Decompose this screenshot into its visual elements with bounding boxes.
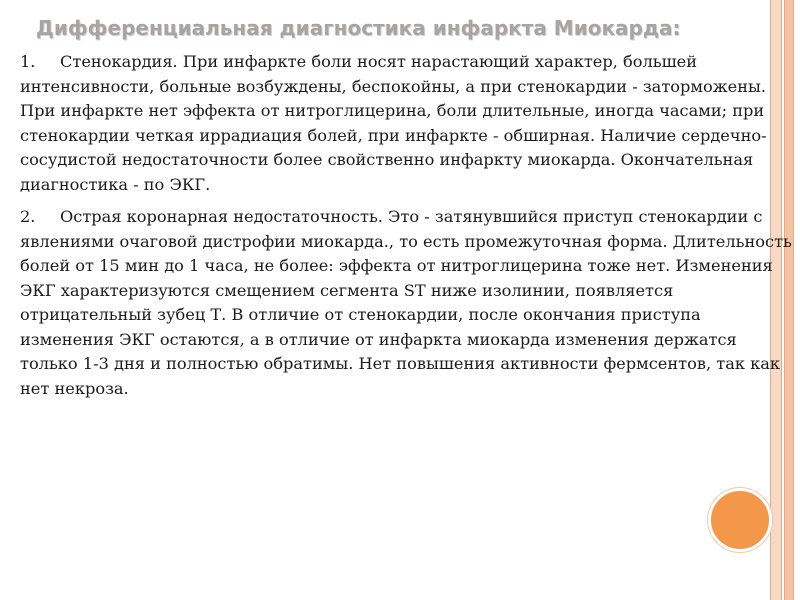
list-item-number: 1. [20, 52, 36, 71]
list-item-text: Стенокардия. При инфаркте боли носят нарастающий характер, большей интенсивности, больные возбуждены, беспокойны, а при стенокардии - заторможены. При инфаркте нет эффекта от нитроглицерина, боли длительные, иногда часами; при стенокардии четкая иррадиация болей, при инфаркте - обширная. Наличие сердечно-сосудистой недостаточности более свойственно инфаркту миокарда. Окончательная диагностика - по ЭКГ. [20, 52, 767, 194]
list-item-text: Острая коронарная недостаточность. Это - затянувшийся приступ стенокардии с явлениями очаговой дистрофии миокарда., то есть промежуточная форма. Длительность болей от 15 мин до 1 часа, не более: эффекта от нитроглицерина тоже нет. Изменения ЭКГ характеризуются смещением сегмента ST ниже изолинии, появляется отрицательный зубец Т. В отличие от стенокардии, после окончания приступа изменения ЭКГ остаются, а в отличие от инфаркта миокарда изменения держатся только 1-3 дня и полностью обратимы. Нет повышения активности фермсентов, так как нет некроза. [20, 207, 792, 398]
list-item [20, 50, 795, 197]
list-item-number: 2. [20, 207, 36, 226]
decorative-circle [708, 488, 772, 552]
slide-title: Дифференциальная диагностика инфаркта Миокарда: [36, 16, 681, 40]
list-item [20, 205, 795, 401]
slide-body [20, 50, 795, 409]
